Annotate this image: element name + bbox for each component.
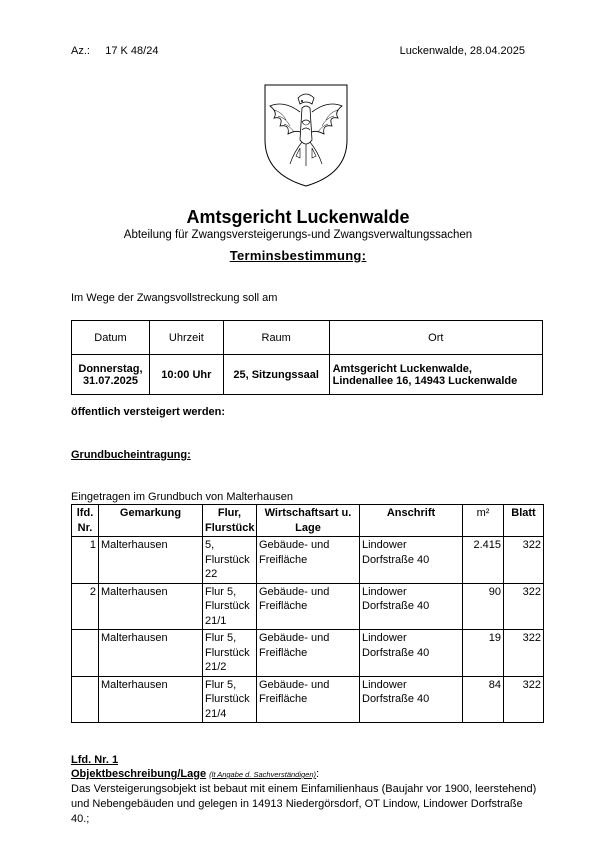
header-uhrzeit: Uhrzeit	[149, 321, 223, 355]
header-datum: Datum	[72, 321, 150, 355]
cell-m2: 2.415	[463, 537, 504, 584]
cell-gemarkung: Malterhausen	[99, 537, 203, 584]
appointment-header-row	[72, 321, 543, 355]
cell-anschrift: Lindower Dorfstraße 40	[360, 537, 463, 584]
header-ort: Ort	[329, 321, 542, 355]
coat-of-arms-icon	[262, 82, 350, 188]
cell-wirtschaftsart: Gebäude- und Freifläche	[257, 630, 360, 677]
header-blatt: Blatt	[504, 505, 544, 537]
header-wirtschaftsart: Wirtschaftsart u. Lage	[257, 505, 360, 537]
table-row	[72, 630, 544, 677]
cell-anschrift: Lindower Dorfstraße 40	[360, 676, 463, 723]
table-row	[72, 537, 544, 584]
intro-text: Im Wege der Zwangsvollstreckung soll am	[71, 292, 278, 304]
header-flur: Flur, Flurstück	[203, 505, 257, 537]
document-title: Terminsbestimmung:	[229, 248, 367, 263]
aktenzeichen: Az.: 17 K 48/24	[71, 45, 159, 57]
cell-nr	[72, 676, 99, 723]
cell-m2: 19	[463, 630, 504, 677]
appointment-date	[72, 355, 150, 395]
cell-anschrift: Lindower Dorfstraße 40	[360, 630, 463, 677]
header-raum: Raum	[223, 321, 329, 355]
object-description-label-line	[71, 768, 319, 780]
cell-wirtschaftsart: Gebäude- und Freifläche	[257, 537, 360, 584]
cell-m2: 90	[463, 583, 504, 630]
header-lfd-nr: lfd.Nr.	[72, 505, 99, 537]
appointment-location	[329, 355, 542, 395]
table-row	[72, 676, 544, 723]
header-anschrift: Anschrift	[360, 505, 463, 537]
appointment-time: 10:00 Uhr	[149, 355, 223, 395]
object-description-colon: :	[316, 768, 320, 780]
table-row	[72, 583, 544, 630]
object-description-label: Objektbeschreibung/Lage	[71, 768, 207, 780]
cell-m2: 84	[463, 676, 504, 723]
cell-nr: 1	[72, 537, 99, 584]
cell-flur: Flur 5, Flurstück 21/4	[203, 676, 257, 723]
cell-blatt: 322	[504, 630, 544, 677]
object-description: Das Versteigerungsobjekt ist bebaut mit einem Einfamilienhaus (Baujahr vor 1900, leerstehend) und Nebengebäuden und gelegen in 14913 Niedergörsdorf, OT Lindow, Lindower Dorfstraße 40.;	[71, 783, 537, 825]
land-register-header-row	[72, 505, 544, 537]
auction-statement: öffentlich versteigert werden:	[71, 406, 226, 418]
cell-flur: Flur 5, Flurstück 21/1	[203, 583, 257, 630]
cell-blatt: 322	[504, 583, 544, 630]
cell-gemarkung: Malterhausen	[99, 630, 203, 677]
object-number-heading: Lfd. Nr. 1	[71, 754, 119, 766]
cell-nr	[72, 630, 99, 677]
court-name: Amtsgericht Luckenwalde	[186, 207, 410, 227]
place-and-date: Luckenwalde, 28.04.2025	[399, 45, 525, 57]
date: 31.07.2025	[82, 374, 138, 387]
header-m2: m²	[463, 505, 504, 537]
cell-blatt: 322	[504, 676, 544, 723]
cell-flur: 5, Flurstück 22	[203, 537, 257, 584]
location-line-1: Amtsgericht Luckenwalde,	[332, 362, 472, 375]
cell-wirtschaftsart: Gebäude- und Freifläche	[257, 676, 360, 723]
object-description-note: (lt Angabe d. Sachverständigen)	[209, 770, 317, 779]
land-register-table	[71, 504, 544, 723]
court-department: Abteilung für Zwangsversteigerungs-und Zwangsverwaltungssachen	[123, 229, 473, 241]
cell-gemarkung: Malterhausen	[99, 583, 203, 630]
header-gemarkung: Gemarkung	[99, 505, 203, 537]
land-register-caption: Eingetragen im Grundbuch von Malterhausen	[71, 491, 293, 503]
appointment-room: 25, Sitzungssaal	[223, 355, 329, 395]
land-register-heading: Grundbucheintragung:	[71, 449, 191, 461]
cell-wirtschaftsart: Gebäude- und Freifläche	[257, 583, 360, 630]
weekday: Donnerstag,	[78, 362, 143, 375]
cell-gemarkung: Malterhausen	[99, 676, 203, 723]
cell-blatt: 322	[504, 537, 544, 584]
location-line-2: Lindenallee 16, 14943 Luckenwalde	[332, 374, 518, 387]
cell-nr: 2	[72, 583, 99, 630]
appointment-table	[71, 320, 543, 395]
appointment-value-row	[72, 355, 543, 395]
cell-anschrift: Lindower Dorfstraße 40	[360, 583, 463, 630]
cell-flur: Flur 5, Flurstück 21/2	[203, 630, 257, 677]
